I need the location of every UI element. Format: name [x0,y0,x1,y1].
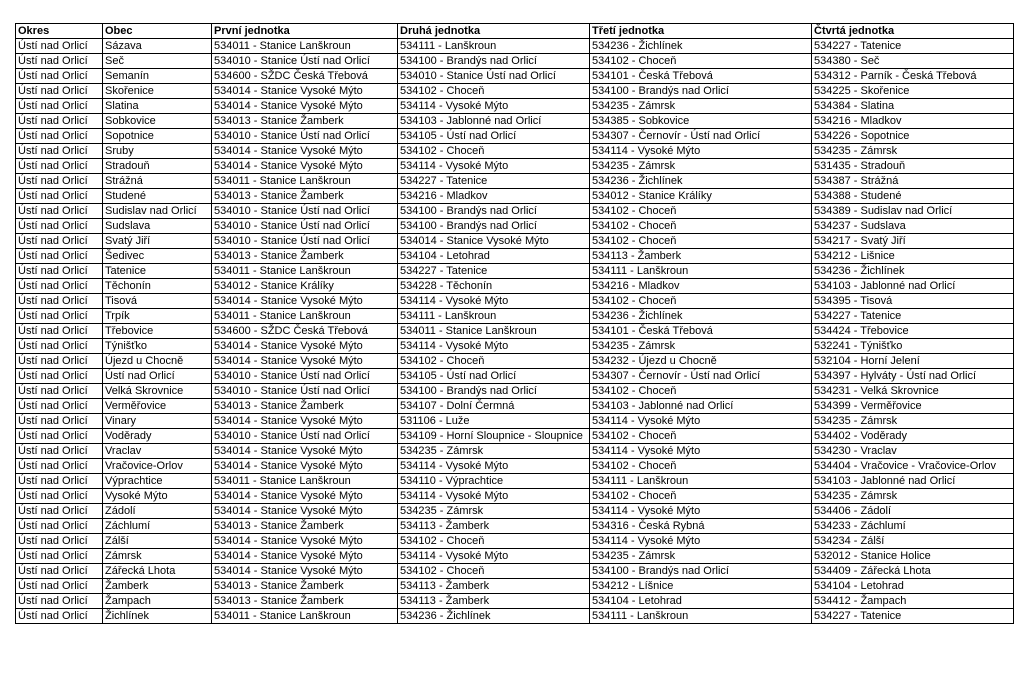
cell-treti-jednotka: 534103 - Jablonné nad Orlicí [590,399,812,414]
cell-druha-jednotka: 534105 - Ústí nad Orlicí [398,369,590,384]
cell-obec: Vraclav [103,444,212,459]
cell-prvni-jednotka: 534014 - Stanice Vysoké Mýto [212,549,398,564]
table-row [16,354,1014,369]
cell-obec: Velká Skrovnice [103,384,212,399]
cell-okres: Ústí nad Orlicí [16,534,103,549]
cell-treti-jednotka: 534307 - Černovír - Ústí nad Orlicí [590,129,812,144]
cell-okres: Ústí nad Orlicí [16,399,103,414]
cell-okres: Ústí nad Orlicí [16,159,103,174]
cell-obec: Těchonín [103,279,212,294]
cell-druha-jednotka: 534114 - Vysoké Mýto [398,294,590,309]
cell-prvni-jednotka: 534014 - Stanice Vysoké Mýto [212,159,398,174]
cell-okres: Ústí nad Orlicí [16,204,103,219]
cell-treti-jednotka: 534235 - Zámrsk [590,159,812,174]
cell-prvni-jednotka: 534010 - Stanice Ústí nad Orlicí [212,219,398,234]
table-row [16,129,1014,144]
table-row [16,549,1014,564]
cell-treti-jednotka: 534102 - Choceň [590,294,812,309]
table-row [16,309,1014,324]
cell-prvni-jednotka: 534013 - Stanice Žamberk [212,399,398,414]
table-row [16,414,1014,429]
cell-obec: Šedivec [103,249,212,264]
header-obec: Obec [103,24,212,39]
cell-treti-jednotka: 534316 - Česká Rybná [590,519,812,534]
table-row [16,204,1014,219]
cell-ctvrta-jednotka: 534227 - Tatenice [812,609,1014,624]
cell-ctvrta-jednotka: 532012 - Stanice Holice [812,549,1014,564]
cell-obec: Zádolí [103,504,212,519]
cell-okres: Ústí nad Orlicí [16,609,103,624]
cell-prvni-jednotka: 534600 - SŽDC Česká Třebová [212,324,398,339]
cell-obec: Skořenice [103,84,212,99]
cell-druha-jednotka: 534102 - Choceň [398,84,590,99]
cell-druha-jednotka: 534102 - Choceň [398,354,590,369]
cell-ctvrta-jednotka: 534227 - Tatenice [812,309,1014,324]
cell-ctvrta-jednotka: 532241 - Týnišťko [812,339,1014,354]
cell-treti-jednotka: 534236 - Žichlínek [590,309,812,324]
cell-prvni-jednotka: 534013 - Stanice Žamberk [212,114,398,129]
cell-treti-jednotka: 534101 - Česká Třebová [590,69,812,84]
cell-ctvrta-jednotka: 534104 - Letohrad [812,579,1014,594]
cell-prvni-jednotka: 534013 - Stanice Žamberk [212,579,398,594]
cell-obec: Slatina [103,99,212,114]
cell-okres: Ústí nad Orlicí [16,354,103,369]
cell-okres: Ústí nad Orlicí [16,549,103,564]
cell-prvni-jednotka: 534014 - Stanice Vysoké Mýto [212,489,398,504]
cell-druha-jednotka: 534114 - Vysoké Mýto [398,489,590,504]
cell-druha-jednotka: 534110 - Výprachtice [398,474,590,489]
cell-druha-jednotka: 534111 - Lanškroun [398,309,590,324]
cell-obec: Sudslava [103,219,212,234]
header-ctvrta-jednotka: Čtvrtá jednotka [812,24,1014,39]
cell-obec: Svatý Jiří [103,234,212,249]
cell-ctvrta-jednotka: 534230 - Vraclav [812,444,1014,459]
cell-treti-jednotka: 534102 - Choceň [590,204,812,219]
cell-druha-jednotka: 534113 - Žamberk [398,519,590,534]
cell-treti-jednotka: 534111 - Lanškroun [590,474,812,489]
cell-treti-jednotka: 534385 - Sobkovice [590,114,812,129]
cell-ctvrta-jednotka: 534424 - Třebovice [812,324,1014,339]
cell-druha-jednotka: 531106 - Luže [398,414,590,429]
cell-obec: Stradouň [103,159,212,174]
cell-obec: Žamberk [103,579,212,594]
cell-ctvrta-jednotka: 534380 - Seč [812,54,1014,69]
cell-ctvrta-jednotka: 534235 - Zámrsk [812,414,1014,429]
cell-obec: Semanín [103,69,212,84]
cell-prvni-jednotka: 534010 - Stanice Ústí nad Orlicí [212,369,398,384]
cell-treti-jednotka: 534114 - Vysoké Mýto [590,534,812,549]
cell-druha-jednotka: 534114 - Vysoké Mýto [398,549,590,564]
cell-okres: Ústí nad Orlicí [16,39,103,54]
cell-ctvrta-jednotka: 534402 - Voděrady [812,429,1014,444]
cell-ctvrta-jednotka: 534312 - Parník - Česká Třebová [812,69,1014,84]
cell-treti-jednotka: 534114 - Vysoké Mýto [590,414,812,429]
cell-obec: Sopotnice [103,129,212,144]
cell-prvni-jednotka: 534014 - Stanice Vysoké Mýto [212,459,398,474]
cell-druha-jednotka: 534102 - Choceň [398,144,590,159]
cell-ctvrta-jednotka: 532104 - Horní Jelení [812,354,1014,369]
cell-druha-jednotka: 534109 - Horní Sloupnice - Sloupnice [398,429,590,444]
cell-druha-jednotka: 534235 - Zámrsk [398,444,590,459]
cell-prvni-jednotka: 534014 - Stanice Vysoké Mýto [212,144,398,159]
cell-okres: Ústí nad Orlicí [16,459,103,474]
cell-prvni-jednotka: 534014 - Stanice Vysoké Mýto [212,504,398,519]
cell-treti-jednotka: 534100 - Brandýs nad Orlicí [590,564,812,579]
cell-treti-jednotka: 534114 - Vysoké Mýto [590,144,812,159]
cell-okres: Ústí nad Orlicí [16,489,103,504]
cell-druha-jednotka: 534111 - Lanškroun [398,39,590,54]
table-row [16,99,1014,114]
table-row [16,219,1014,234]
cell-obec: Tatenice [103,264,212,279]
cell-druha-jednotka: 534216 - Mladkov [398,189,590,204]
cell-okres: Ústí nad Orlicí [16,519,103,534]
cell-prvni-jednotka: 534014 - Stanice Vysoké Mýto [212,84,398,99]
cell-druha-jednotka: 534100 - Brandýs nad Orlicí [398,204,590,219]
cell-obec: Vinary [103,414,212,429]
cell-treti-jednotka: 534232 - Újezd u Chocně [590,354,812,369]
cell-ctvrta-jednotka: 534384 - Slatina [812,99,1014,114]
cell-druha-jednotka: 534228 - Těchonín [398,279,590,294]
header-prvni-jednotka: První jednotka [212,24,398,39]
cell-okres: Ústí nad Orlicí [16,189,103,204]
table-row [16,279,1014,294]
table-row [16,69,1014,84]
cell-okres: Ústí nad Orlicí [16,129,103,144]
table-row [16,474,1014,489]
cell-obec: Tisová [103,294,212,309]
table-row [16,384,1014,399]
cell-treti-jednotka: 534235 - Zámrsk [590,549,812,564]
cell-obec: Studené [103,189,212,204]
cell-prvni-jednotka: 534600 - SŽDC Česká Třebová [212,69,398,84]
cell-obec: Vračovice-Orlov [103,459,212,474]
cell-ctvrta-jednotka: 534388 - Studené [812,189,1014,204]
cell-treti-jednotka: 534102 - Choceň [590,384,812,399]
header-row [16,24,1014,39]
cell-okres: Ústí nad Orlicí [16,279,103,294]
header-okres: Okres [16,24,103,39]
header-treti-jednotka: Třetí jednotka [590,24,812,39]
cell-ctvrta-jednotka: 534217 - Svatý Jiří [812,234,1014,249]
cell-prvni-jednotka: 534013 - Stanice Žamberk [212,189,398,204]
cell-okres: Ústí nad Orlicí [16,339,103,354]
table-row [16,264,1014,279]
cell-obec: Sobkovice [103,114,212,129]
cell-treti-jednotka: 534235 - Zámrsk [590,339,812,354]
cell-okres: Ústí nad Orlicí [16,264,103,279]
cell-ctvrta-jednotka: 534235 - Zámrsk [812,489,1014,504]
cell-ctvrta-jednotka: 534237 - Sudslava [812,219,1014,234]
cell-okres: Ústí nad Orlicí [16,594,103,609]
cell-druha-jednotka: 534113 - Žamberk [398,579,590,594]
cell-ctvrta-jednotka: 531435 - Stradouň [812,159,1014,174]
cell-obec: Žichlínek [103,609,212,624]
cell-obec: Vysoké Mýto [103,489,212,504]
cell-treti-jednotka: 534104 - Letohrad [590,594,812,609]
cell-okres: Ústí nad Orlicí [16,294,103,309]
cell-ctvrta-jednotka: 534227 - Tatenice [812,39,1014,54]
table-row [16,339,1014,354]
table-row [16,459,1014,474]
cell-treti-jednotka: 534102 - Choceň [590,54,812,69]
table-row [16,324,1014,339]
cell-prvni-jednotka: 534012 - Stanice Králíky [212,279,398,294]
cell-druha-jednotka: 534113 - Žamberk [398,594,590,609]
table-row [16,489,1014,504]
cell-prvni-jednotka: 534011 - Stanice Lanškroun [212,474,398,489]
cell-treti-jednotka: 534113 - Žamberk [590,249,812,264]
cell-obec: Sázava [103,39,212,54]
cell-obec: Verměřovice [103,399,212,414]
cell-druha-jednotka: 534102 - Choceň [398,534,590,549]
cell-druha-jednotka: 534100 - Brandýs nad Orlicí [398,54,590,69]
table-row [16,144,1014,159]
cell-druha-jednotka: 534236 - Žichlínek [398,609,590,624]
cell-okres: Ústí nad Orlicí [16,84,103,99]
table-row [16,429,1014,444]
cell-treti-jednotka: 534012 - Stanice Králíky [590,189,812,204]
cell-ctvrta-jednotka: 534389 - Sudislav nad Orlicí [812,204,1014,219]
cell-druha-jednotka: 534103 - Jablonné nad Orlicí [398,114,590,129]
table-row [16,294,1014,309]
cell-druha-jednotka: 534114 - Vysoké Mýto [398,99,590,114]
cell-prvni-jednotka: 534011 - Stanice Lanškroun [212,39,398,54]
table-row [16,249,1014,264]
cell-ctvrta-jednotka: 534397 - Hylváty - Ústí nad Orlicí [812,369,1014,384]
cell-prvni-jednotka: 534013 - Stanice Žamberk [212,594,398,609]
table-row [16,174,1014,189]
table-row [16,609,1014,624]
cell-ctvrta-jednotka: 534395 - Tisová [812,294,1014,309]
cell-druha-jednotka: 534227 - Tatenice [398,174,590,189]
cell-okres: Ústí nad Orlicí [16,429,103,444]
cell-prvni-jednotka: 534013 - Stanice Žamberk [212,249,398,264]
table-row [16,159,1014,174]
cell-treti-jednotka: 534114 - Vysoké Mýto [590,504,812,519]
cell-treti-jednotka: 534111 - Lanškroun [590,264,812,279]
cell-prvni-jednotka: 534011 - Stanice Lanškroun [212,609,398,624]
cell-treti-jednotka: 534114 - Vysoké Mýto [590,444,812,459]
cell-obec: Zářecká Lhota [103,564,212,579]
cell-druha-jednotka: 534100 - Brandýs nad Orlicí [398,219,590,234]
cell-prvni-jednotka: 534011 - Stanice Lanškroun [212,309,398,324]
cell-obec: Újezd u Chocně [103,354,212,369]
table-row [16,114,1014,129]
cell-okres: Ústí nad Orlicí [16,474,103,489]
table-row [16,189,1014,204]
cell-druha-jednotka: 534107 - Dolní Čermná [398,399,590,414]
cell-ctvrta-jednotka: 534409 - Zářecká Lhota [812,564,1014,579]
cell-druha-jednotka: 534011 - Stanice Lanškroun [398,324,590,339]
cell-okres: Ústí nad Orlicí [16,249,103,264]
cell-okres: Ústí nad Orlicí [16,114,103,129]
cell-druha-jednotka: 534104 - Letohrad [398,249,590,264]
cell-okres: Ústí nad Orlicí [16,234,103,249]
cell-treti-jednotka: 534101 - Česká Třebová [590,324,812,339]
cell-okres: Ústí nad Orlicí [16,144,103,159]
cell-obec: Sruby [103,144,212,159]
cell-ctvrta-jednotka: 534404 - Vračovice - Vračovice-Orlov [812,459,1014,474]
cell-treti-jednotka: 534102 - Choceň [590,429,812,444]
cell-obec: Seč [103,54,212,69]
cell-okres: Ústí nad Orlicí [16,414,103,429]
cell-obec: Sudislav nad Orlicí [103,204,212,219]
cell-ctvrta-jednotka: 534233 - Záchlumí [812,519,1014,534]
table-row [16,369,1014,384]
cell-okres: Ústí nad Orlicí [16,309,103,324]
table-row [16,534,1014,549]
cell-okres: Ústí nad Orlicí [16,564,103,579]
cell-treti-jednotka: 534212 - Líšnice [590,579,812,594]
cell-treti-jednotka: 534102 - Choceň [590,459,812,474]
cell-obec: Strážná [103,174,212,189]
table-row [16,399,1014,414]
cell-druha-jednotka: 534100 - Brandýs nad Orlicí [398,384,590,399]
cell-treti-jednotka: 534102 - Choceň [590,219,812,234]
table-row [16,594,1014,609]
cell-prvni-jednotka: 534014 - Stanice Vysoké Mýto [212,414,398,429]
cell-okres: Ústí nad Orlicí [16,579,103,594]
cell-okres: Ústí nad Orlicí [16,504,103,519]
cell-prvni-jednotka: 534011 - Stanice Lanškroun [212,174,398,189]
table-row [16,444,1014,459]
cell-ctvrta-jednotka: 534226 - Sopotnice [812,129,1014,144]
cell-treti-jednotka: 534235 - Zámrsk [590,99,812,114]
cell-prvni-jednotka: 534010 - Stanice Ústí nad Orlicí [212,234,398,249]
cell-ctvrta-jednotka: 534236 - Žichlínek [812,264,1014,279]
cell-ctvrta-jednotka: 534412 - Žampach [812,594,1014,609]
header-druha-jednotka: Druhá jednotka [398,24,590,39]
cell-prvni-jednotka: 534010 - Stanice Ústí nad Orlicí [212,129,398,144]
cell-okres: Ústí nad Orlicí [16,444,103,459]
cell-obec: Žampach [103,594,212,609]
cell-obec: Zámrsk [103,549,212,564]
cell-ctvrta-jednotka: 534235 - Zámrsk [812,144,1014,159]
cell-prvni-jednotka: 534010 - Stanice Ústí nad Orlicí [212,429,398,444]
cell-treti-jednotka: 534236 - Žichlínek [590,174,812,189]
cell-obec: Záchlumí [103,519,212,534]
cell-prvni-jednotka: 534014 - Stanice Vysoké Mýto [212,444,398,459]
cell-druha-jednotka: 534114 - Vysoké Mýto [398,339,590,354]
table-row [16,504,1014,519]
table-row [16,519,1014,534]
cell-treti-jednotka: 534102 - Choceň [590,234,812,249]
cell-obec: Voděrady [103,429,212,444]
cell-prvni-jednotka: 534014 - Stanice Vysoké Mýto [212,564,398,579]
cell-prvni-jednotka: 534011 - Stanice Lanškroun [212,264,398,279]
cell-prvni-jednotka: 534014 - Stanice Vysoké Mýto [212,534,398,549]
cell-obec: Týnišťko [103,339,212,354]
cell-obec: Ústí nad Orlicí [103,369,212,384]
cell-prvni-jednotka: 534010 - Stanice Ústí nad Orlicí [212,204,398,219]
cell-druha-jednotka: 534010 - Stanice Ústí nad Orlicí [398,69,590,84]
cell-ctvrta-jednotka: 534399 - Verměřovice [812,399,1014,414]
cell-ctvrta-jednotka: 534103 - Jablonné nad Orlicí [812,279,1014,294]
cell-treti-jednotka: 534102 - Choceň [590,489,812,504]
cell-prvni-jednotka: 534014 - Stanice Vysoké Mýto [212,294,398,309]
cell-obec: Třebovice [103,324,212,339]
table-row [16,564,1014,579]
table-row [16,579,1014,594]
cell-okres: Ústí nad Orlicí [16,174,103,189]
cell-druha-jednotka: 534102 - Choceň [398,564,590,579]
table-row [16,39,1014,54]
cell-okres: Ústí nad Orlicí [16,219,103,234]
cell-druha-jednotka: 534114 - Vysoké Mýto [398,159,590,174]
cell-prvni-jednotka: 534014 - Stanice Vysoké Mýto [212,339,398,354]
cell-okres: Ústí nad Orlicí [16,324,103,339]
cell-ctvrta-jednotka: 534212 - Lišnice [812,249,1014,264]
cell-treti-jednotka: 534111 - Lanškroun [590,609,812,624]
cell-prvni-jednotka: 534014 - Stanice Vysoké Mýto [212,354,398,369]
cell-okres: Ústí nad Orlicí [16,69,103,84]
cell-ctvrta-jednotka: 534406 - Zádolí [812,504,1014,519]
cell-okres: Ústí nad Orlicí [16,369,103,384]
cell-druha-jednotka: 534105 - Ústí nad Orlicí [398,129,590,144]
data-table [15,23,1014,624]
cell-obec: Zálší [103,534,212,549]
cell-prvni-jednotka: 534010 - Stanice Ústí nad Orlicí [212,54,398,69]
cell-prvni-jednotka: 534013 - Stanice Žamberk [212,519,398,534]
cell-treti-jednotka: 534100 - Brandýs nad Orlicí [590,84,812,99]
cell-druha-jednotka: 534014 - Stanice Vysoké Mýto [398,234,590,249]
cell-ctvrta-jednotka: 534216 - Mladkov [812,114,1014,129]
cell-ctvrta-jednotka: 534387 - Strážná [812,174,1014,189]
cell-druha-jednotka: 534235 - Zámrsk [398,504,590,519]
cell-druha-jednotka: 534114 - Vysoké Mýto [398,459,590,474]
cell-okres: Ústí nad Orlicí [16,54,103,69]
cell-prvni-jednotka: 534014 - Stanice Vysoké Mýto [212,99,398,114]
cell-treti-jednotka: 534307 - Černovír - Ústí nad Orlicí [590,369,812,384]
cell-druha-jednotka: 534227 - Tatenice [398,264,590,279]
cell-ctvrta-jednotka: 534225 - Skořenice [812,84,1014,99]
table-row [16,54,1014,69]
cell-okres: Ústí nad Orlicí [16,99,103,114]
cell-treti-jednotka: 534236 - Žichlínek [590,39,812,54]
cell-prvni-jednotka: 534010 - Stanice Ústí nad Orlicí [212,384,398,399]
cell-ctvrta-jednotka: 534103 - Jablonné nad Orlicí [812,474,1014,489]
cell-obec: Trpík [103,309,212,324]
table-row [16,234,1014,249]
cell-treti-jednotka: 534216 - Mladkov [590,279,812,294]
cell-ctvrta-jednotka: 534231 - Velká Skrovnice [812,384,1014,399]
cell-obec: Výprachtice [103,474,212,489]
table-row [16,84,1014,99]
cell-okres: Ústí nad Orlicí [16,384,103,399]
cell-ctvrta-jednotka: 534234 - Zálší [812,534,1014,549]
